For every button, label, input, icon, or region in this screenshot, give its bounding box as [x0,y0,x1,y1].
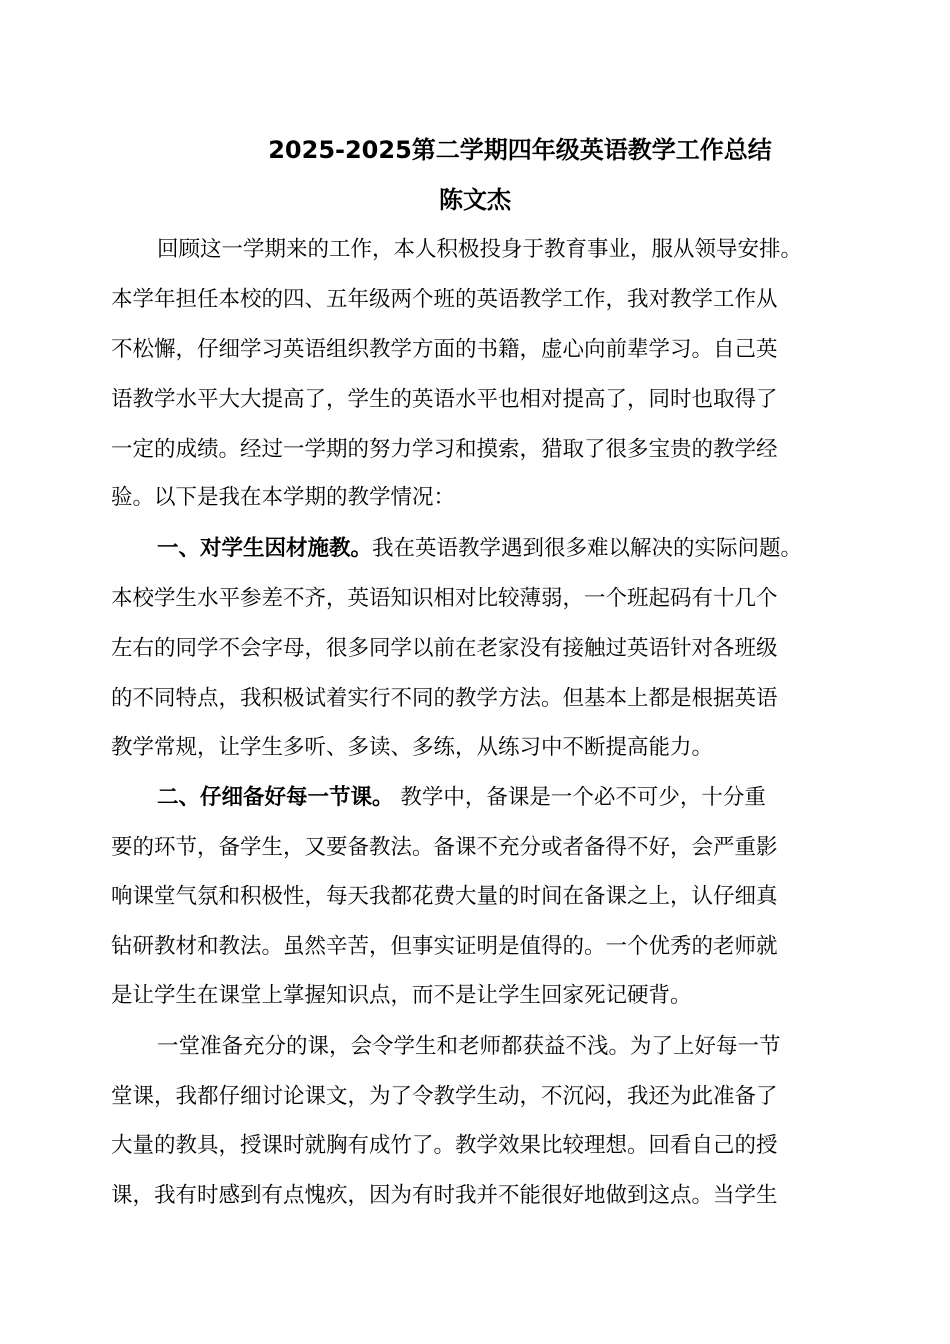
para3-line-4: 课，我有时感到有点愧疚，因为有时我并不能很好地做到这点。当学生 [111,1183,778,1208]
section2-first-line [157,782,766,814]
section2-line-2: 要的环节，备学生，又要备教法。备课不充分或者备得不好，会严重影 [111,835,778,860]
document-title: 2025-2025第二学期四年级英语教学工作总结 [268,136,772,164]
section2-first-text: 教学中，备课是一个必不可少，十分重 [393,785,766,810]
para3-line-1: 一堂准备充分的课，会令学生和老师都获益不浅。为了上好每一节 [157,1034,781,1059]
intro-line-1: 回顾这一学期来的工作，本人积极投身于教育事业，服从领导安排。 [157,237,803,262]
intro-line-2: 本学年担任本校的四、五年级两个班的英语教学工作，我对教学工作从 [111,287,778,312]
intro-line-4: 语教学水平大大提高了，学生的英语水平也相对提高了，同时也取得了 [111,387,778,412]
section2-line-3: 响课堂气氛和积极性，每天我都花费大量的时间在备课之上，认仔细真 [111,884,778,909]
section1-first-text: 我在英语教学遇到很多难以解决的实际问题。 [372,536,803,561]
para3-line-3: 大量的教具，授课时就胸有成竹了。教学效果比较理想。回看自己的授 [111,1133,778,1158]
para3-line-2: 堂课，我都仔细讨论课文，为了令教学生动，不沉闷，我还为此准备了 [111,1084,778,1109]
section2-line-5: 是让学生在课堂上掌握知识点，而不是让学生回家死记硬背。 [111,983,692,1008]
intro-line-3: 不松懈，仔细学习英语组织教学方面的书籍，虚心向前辈学习。自己英 [111,337,778,362]
document-author: 陈文杰 [439,186,511,214]
section1-first-line [157,533,802,565]
section1-heading: 一、对学生因材施教。 [157,536,373,561]
intro-line-6: 验。以下是我在本学期的教学情况： [111,485,456,510]
section2-line-4: 钻研教材和教法。虽然辛苦，但事实证明是值得的。一个优秀的老师就 [111,934,778,959]
section1-line-2: 本校学生水平参差不齐，英语知识相对比较薄弱，一个班起码有十几个 [111,586,778,611]
section2-heading: 二、仔细备好每一节课。 [157,785,394,810]
section1-line-4: 的不同特点，我积极试着实行不同的教学方法。但基本上都是根据英语 [111,686,778,711]
intro-line-5: 一定的成绩。经过一学期的努力学习和摸索，猎取了很多宝贵的教学经 [111,437,778,462]
section1-line-5: 教学常规，让学生多听、多读、多练，从练习中不断提高能力。 [111,735,714,760]
section1-line-3: 左右的同学不会字母，很多同学以前在老家没有接触过英语针对各班级 [111,636,778,661]
